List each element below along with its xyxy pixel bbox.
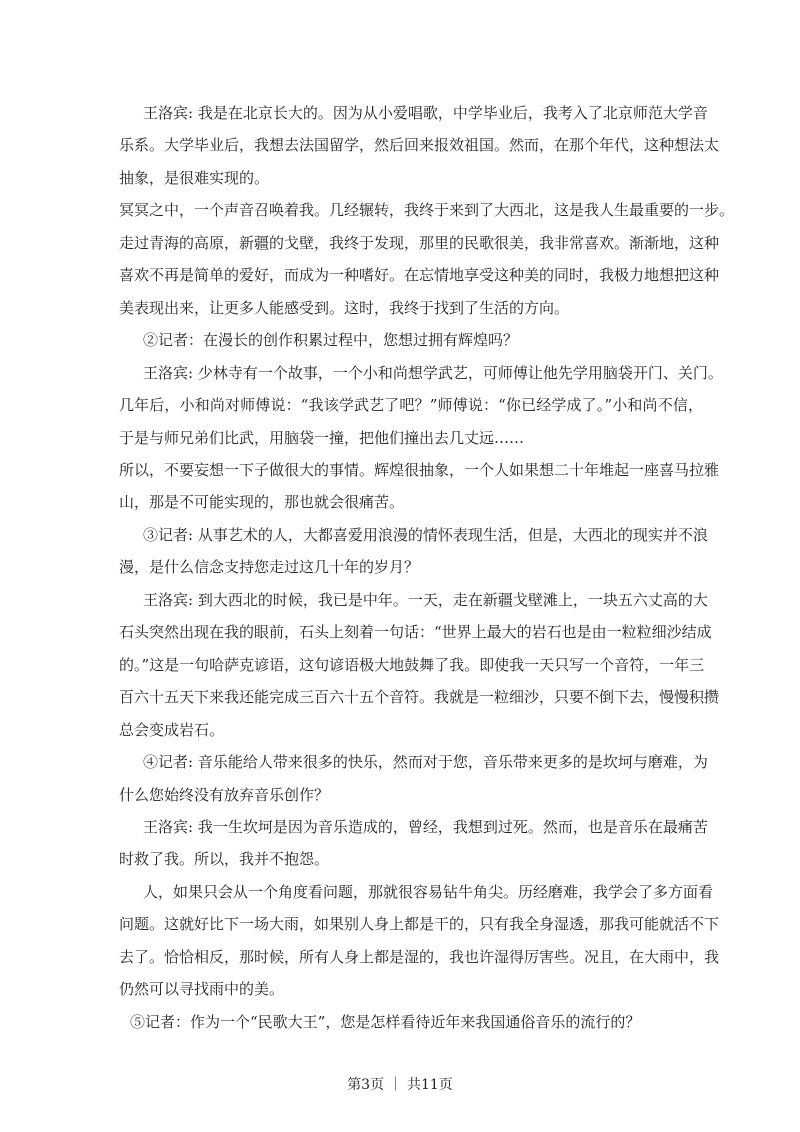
text-line: 走过青海的高原，新疆的戈壁，我终于发现，那里的民歌很美，我非常喜欢。渐渐地，这种 <box>119 233 720 252</box>
paragraph <box>119 811 708 876</box>
text-line: 王洛宾: 我一生坎坷是因为音乐造成的，曾经，我想到过死。然而，也是音乐在最痛苦 <box>143 817 708 836</box>
paragraph <box>119 746 708 811</box>
text-line: 王洛宾: 少林寺有一个故事，一个小和尚想学武艺，可师傅让他先学用脑袋开门、关门。 <box>143 363 723 382</box>
text-line: ②记者：在漫长的创作积累过程中，您想过拥有辉煌吗？ <box>143 331 519 350</box>
paragraph <box>119 519 708 584</box>
text-line: 美表现出来，让更多人能感受到。这时，我终于找到了生活的方向。 <box>119 298 570 317</box>
text-line: 人，如果只会从一个角度看问题，那就很容易钻牛角尖。历经磨难，我学会了多方面看 <box>143 882 714 901</box>
text-line: ④记者: 音乐能给人带来很多的快乐，然而对于您，音乐带来更多的是坎坷与磨难，为 <box>143 753 708 772</box>
text-line: ⑤记者：作为一个“民歌大王”，您是怎样看待近年来我国通俗音乐的流行的？ <box>130 1012 641 1031</box>
text-line: 石头突然出现在我的眼前，石头上刻着一句话：“世界上最大的岩石也是由一粒粒细沙结成 <box>119 623 712 642</box>
text-line: 喜欢不再是简单的爱好，而成为一种嗜好。在忘情地享受这种美的同时，我极力地想把这种 <box>119 266 720 285</box>
text-line: 王洛宾: 到大西北的时候，我已是中年。一天，走在新疆戈壁滩上，一块五六丈高的大 <box>143 590 708 609</box>
text-line: 于是与师兄弟们比武，用脑袋一撞，把他们撞出去几丈远…… <box>119 428 525 447</box>
paragraph <box>119 1006 703 1038</box>
text-line: 所以，不要妄想一下子做很大的事情。辉煌很抽象，一个人如果想二十年堆起一座喜马拉雅 <box>119 460 720 479</box>
paragraph <box>119 194 735 324</box>
text-line: 漫，是什么信念支持您走过这几十年的岁月？ <box>119 558 420 577</box>
paragraph <box>119 324 703 356</box>
text-line: 百六十五天下来我还能完成三百六十五个音符。我就是一粒细沙，只要不倒下去，慢慢积攒 <box>119 688 720 707</box>
text-line: 山，那是不可能实现的，那也就会很痛苦。 <box>119 493 405 512</box>
paragraph <box>119 357 723 454</box>
text-line: 总会变成岩石。 <box>119 720 225 739</box>
text-line: 的。”这是一句哈萨克谚语，这句谚语极大地鼓舞了我。即使我一天只写一个音符，一年三 <box>119 655 705 674</box>
text-line: 去了。恰恰相反，那时候，所有人身上都是湿的，我也许湿得厉害些。况且，在大雨中，我 <box>119 947 720 966</box>
text-line: 什么您始终没有放弃音乐创作？ <box>119 785 330 804</box>
text-line: 仍然可以寻找雨中的美。 <box>119 980 285 999</box>
paragraph <box>119 584 720 746</box>
text-line: ③记者: 从事艺术的人，大都喜爱用浪漫的情怀表现生活，但是，大西北的现实并不浪 <box>143 525 708 544</box>
text-line: 王洛宾: 我是在北京长大的。因为从小爱唱歌，中学毕业后，我考入了北京师范大学音 <box>143 104 708 122</box>
page-footer: 第3页 ｜ 共11页 <box>347 1077 453 1093</box>
paragraph <box>119 454 720 519</box>
text-line: 冥冥之中，一个声音召唤着我。几经辗转，我终于来到了大西北，这是我人生最重要的一步。 <box>119 201 735 220</box>
text-line: 时救了我。所以，我并不抱怨。 <box>119 850 330 869</box>
text-line: 抽象，是很难实现的。 <box>119 168 270 187</box>
text-line: 问题。这就好比下一场大雨，如果别人身上都是干的，只有我全身湿透，那我可能就活不下 <box>119 915 720 934</box>
text-line: 几年后，小和尚对师傅说：“我该学武艺了吧？”师傅说：“你已经学成了。”小和尚不信， <box>119 396 703 415</box>
paragraph <box>119 876 720 1006</box>
text-line: 乐系。大学毕业后，我想去法国留学，然后回来报效祖国。然而，在那个年代，这种想法太 <box>119 136 720 155</box>
paragraph <box>119 97 720 194</box>
document-body <box>119 97 735 1038</box>
